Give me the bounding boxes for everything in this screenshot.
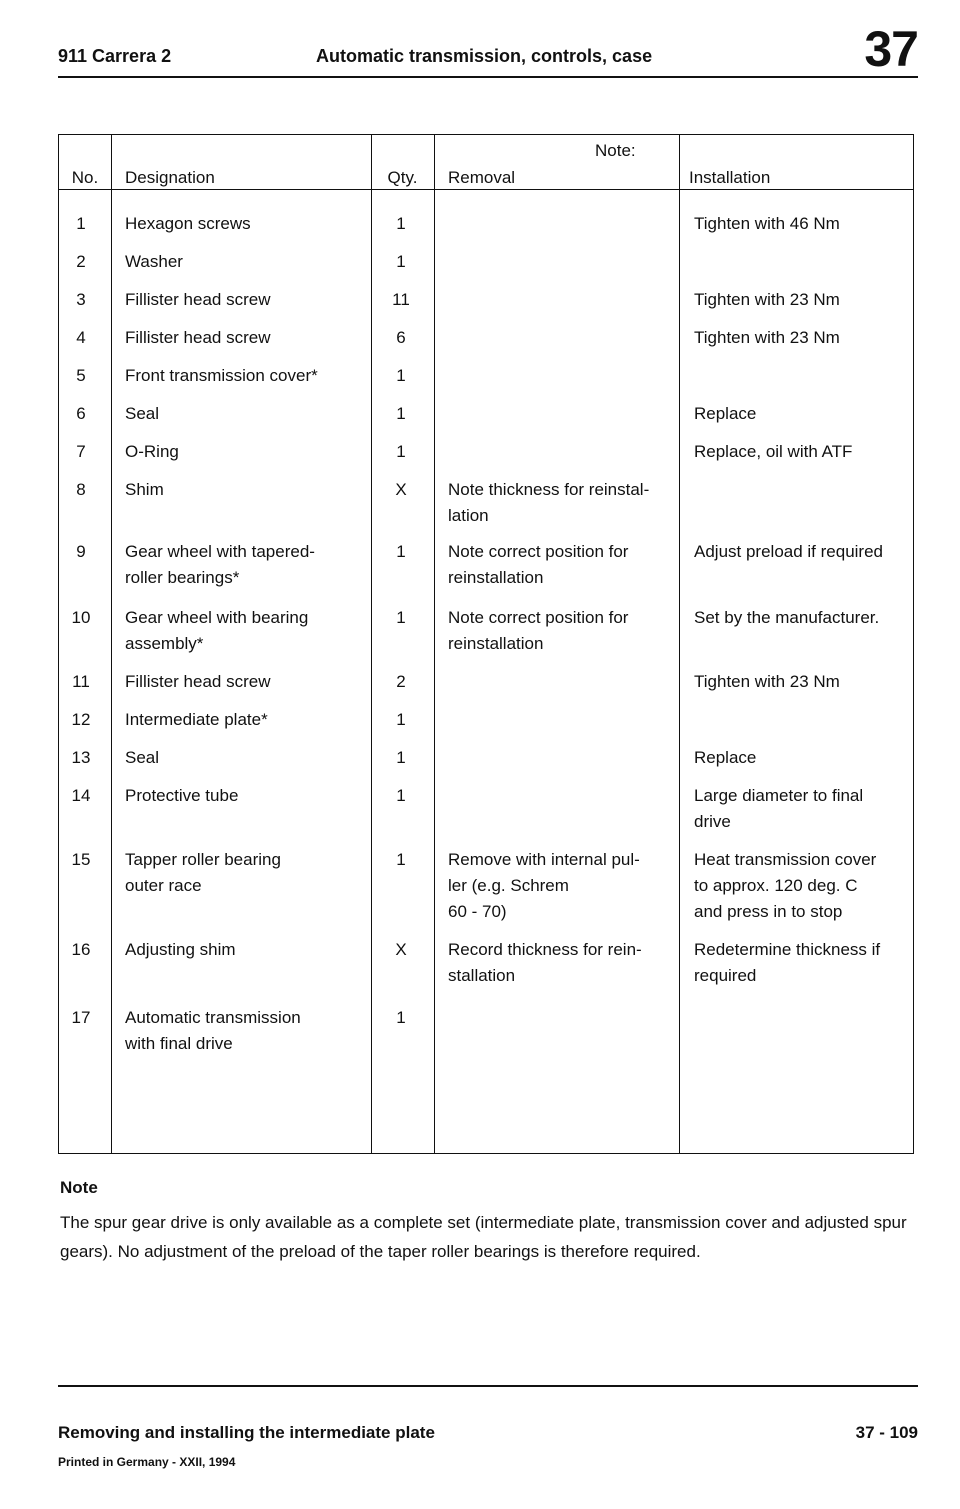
row-designation: Gear wheel with tapered- roller bearings* [125,542,315,587]
column-divider [111,135,112,1153]
row-designation: Fillister head screw [125,290,271,309]
row-designation: O-Ring [125,442,179,461]
row-quantity: 1 [396,542,406,561]
header-divider [59,189,913,190]
row-number: 8 [76,480,86,499]
row-designation: Tapper roller bearing outer race [125,850,281,895]
row-quantity: X [395,940,407,959]
row-quantity: 1 [396,748,406,767]
row-designation: Gear wheel with bearing assembly* [125,608,309,653]
header-designation: Designation [125,168,215,187]
row-number: 12 [71,710,91,729]
row-designation: Fillister head screw [125,672,271,691]
row-quantity: 1 [396,608,406,627]
row-number: 5 [76,366,86,385]
row-quantity: 6 [396,328,406,347]
row-installation-note: Set by the manufacturer. [694,608,880,627]
row-number: 9 [76,542,86,561]
header-qty: Qty. [387,168,418,187]
row-installation-note: Replace [694,404,757,423]
header-installation: Installation [689,168,771,187]
row-designation: Protective tube [125,786,239,805]
row-quantity: 1 [396,366,406,385]
row-designation: Seal [125,748,160,767]
row-removal-note: Remove with internal pul- ler (e.g. Schrem 60 - 70) [448,850,640,921]
row-installation-note: Tighten with 23 Nm [694,328,840,347]
row-designation: Fillister head screw [125,328,271,347]
note-text: The spur gear drive is only available as a complete set (intermediate plate, transmission cover and adjusted spur gears). No adjustment of the preload of the taper roller bearings is therefore required. [60,1213,907,1261]
row-number: 17 [71,1008,91,1027]
row-installation-note: Tighten with 23 Nm [694,672,840,691]
column-divider [434,135,435,1153]
chapter-number: 37 [864,21,918,77]
row-removal-note: Note thickness for reinstal- lation [448,480,650,525]
row-designation: Intermediate plate* [125,710,268,729]
row-removal-note: Note correct position for reinstallation [448,608,629,653]
row-number: 11 [72,672,90,691]
row-quantity: 1 [396,850,406,869]
header-no: No. [71,168,99,187]
printed-info: Printed in Germany - XXII, 1994 [58,1455,236,1469]
row-number: 4 [76,328,86,347]
row-installation-note: Replace [694,748,757,767]
row-removal-note: Record thickness for rein- stallation [448,940,642,985]
row-removal-note: Note correct position for reinstallation [448,542,629,587]
page-footer [58,1385,918,1469]
parts-table [58,134,914,1154]
row-designation: Hexagon screws [125,214,251,233]
row-number: 14 [71,786,91,805]
row-installation-note: Tighten with 23 Nm [694,290,840,309]
row-quantity: 1 [396,786,406,805]
model-name: 911 Carrera 2 [58,46,172,66]
row-designation: Washer [125,252,183,271]
row-designation: Shim [125,480,164,499]
row-quantity: 1 [396,442,406,461]
row-quantity: 1 [396,1008,406,1027]
row-installation-note: Redetermine thickness if required [694,940,881,985]
row-quantity: 1 [396,214,406,233]
row-quantity: 1 [396,404,406,423]
row-number: 10 [71,608,91,627]
header-removal: Removal [448,168,516,187]
row-installation-note: Tighten with 46 Nm [694,214,840,233]
row-designation: Seal [125,404,160,423]
row-number: 3 [76,290,86,309]
row-number: 7 [76,442,86,461]
row-number: 6 [76,404,86,423]
row-number: 15 [71,850,91,869]
row-installation-note: Adjust preload if required [694,542,884,561]
row-quantity: 11 [392,290,410,309]
row-number: 16 [71,940,91,959]
row-designation: Adjusting shim [125,940,236,959]
row-quantity: 2 [396,672,406,691]
row-installation-note: Replace, oil with ATF [694,442,853,461]
row-quantity: 1 [396,710,406,729]
note-title: Note [60,1178,98,1197]
footer-title: Removing and installing the intermediate plate [58,1423,435,1442]
row-number: 13 [71,748,91,767]
row-number: 1 [76,214,86,233]
row-quantity: 1 [396,252,406,271]
section-title: Automatic transmission, controls, case [316,46,653,66]
row-designation: Automatic transmission with final drive [125,1008,301,1053]
row-designation: Front transmission cover* [125,366,318,385]
row-installation-note: Heat transmission cover to approx. 120 deg. C and press in to stop [694,850,877,921]
page-number: 37 - 109 [855,1423,918,1442]
row-number: 2 [76,252,86,271]
row-quantity: X [395,480,407,499]
header-note: Note: [595,141,636,160]
page-header [58,21,918,78]
row-installation-note: Large diameter to final drive [694,786,864,831]
